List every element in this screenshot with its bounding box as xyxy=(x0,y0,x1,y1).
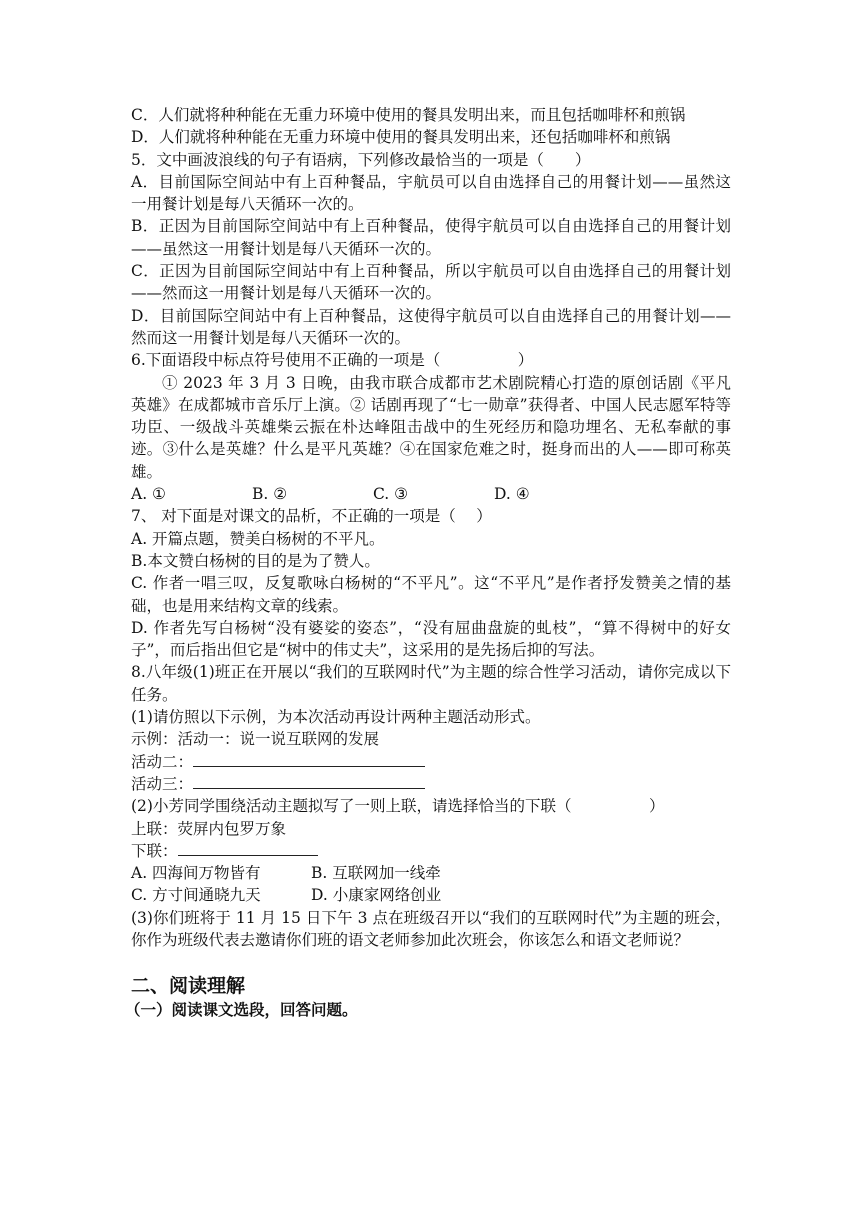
q6-option-b: B. ② xyxy=(252,485,288,504)
q8-option-c: C. 方寸间通晓九天 xyxy=(131,886,261,905)
q7-option-c: C. 作者一唱三叹，反复歌咏白杨树的“不平凡”。这“不平凡”是作者抒发赞美之情的基础，也是用来结构文章的线索。 xyxy=(131,574,731,615)
q8-activity-3 xyxy=(131,773,731,795)
section-gap xyxy=(131,951,731,971)
q8-example: 示例：活动一：说一说互联网的发展 xyxy=(131,730,380,749)
q6-option-d: D. ④ xyxy=(494,485,530,504)
q8-sub2: (2)小芳同学围绕活动主题拟写了一则上联，请选择恰当的下联（ ） xyxy=(131,797,665,816)
q7-option-d: D. 作者先写白杨树“没有婆娑的姿态”，“没有屈曲盘旋的虬枝”，“算不得树中的好女子”，而后指出但它是“树中的伟丈夫”，这采用的是先扬后抑的写法。 xyxy=(131,618,731,660)
q8-lower-couplet-blank xyxy=(178,840,318,856)
q8-activity-3-label: 活动三： xyxy=(131,774,194,793)
section-2-subtitle: （一）阅读课文选段，回答问题。 xyxy=(125,1001,358,1020)
q8-lower-couplet-label: 下联： xyxy=(131,841,178,860)
q8-option-d: D. 小康家网络创业 xyxy=(311,886,442,905)
q5-option-d: D．目前国际空间站中有上百种餐品，这使得宇航员可以自由选择自己的用餐计划——然而这一用餐计划是每八天循环一次的。 xyxy=(131,306,731,347)
q6-options xyxy=(131,483,731,505)
q8-option-b: B. 互联网加一线牵 xyxy=(311,864,441,883)
q5-option-c: C．正因为目前国际空间站中有上百种餐品，所以宇航员可以自由选择自己的用餐计划——然而这一用餐计划是每八天循环一次的。 xyxy=(131,262,731,303)
q5-stem: 5．文中画波浪线的句子有语病，下列修改最恰当的一项是（ ） xyxy=(131,150,591,169)
q6-stem: 6.下面语段中标点符号使用不正确的一项是（ ） xyxy=(131,351,534,370)
document-body xyxy=(125,104,731,1021)
q8-activity-2 xyxy=(131,751,731,773)
q8-options-row-1 xyxy=(131,862,731,884)
q8-stem: 8.八年级(1)班正在开展以“我们的互联网时代”为主题的综合性学习活动，请你完成以下任务。 xyxy=(131,663,731,704)
q8-activity-2-label: 活动二： xyxy=(131,752,194,771)
section-2-title: 二、阅读理解 xyxy=(131,975,246,998)
q4-option-d: D．人们就将种种能在无重力环境中使用的餐具发明出来，还包括咖啡杯和煎锅 xyxy=(131,128,671,147)
q8-upper-couplet: 上联：荧屏内包罗万象 xyxy=(131,819,287,838)
q8-lower-couplet xyxy=(131,840,731,862)
q8-sub3: (3)你们班将于 11 月 15 日下午 3 点在班级召开以“我们的互联网时代”为主题的班会，你作为班级代表去邀请你们班的语文老师参加此次班会，你该怎么和语文老师说？ xyxy=(131,908,731,949)
q8-activity-3-blank xyxy=(193,773,425,789)
q8-sub1: (1)请仿照以下示例，为本次活动再设计两种主题活动形式。 xyxy=(131,708,541,727)
q6-option-c: C. ③ xyxy=(373,485,409,504)
q4-option-c: C．人们就将种种能在无重力环境中使用的餐具发明出来，而且包括咖啡杯和煎锅 xyxy=(131,106,686,124)
q7-stem: 7、 对下面是对课文的品析，不正确的一项是（ ） xyxy=(131,507,492,526)
q8-options-row-2 xyxy=(131,884,731,906)
q6-option-a: A. ① xyxy=(131,485,166,504)
q5-option-b: B．正因为目前国际空间站中有上百种餐品，使得宇航员可以自由选择自己的用餐计划——虽然这一用餐计划是每八天循环一次的。 xyxy=(131,217,731,258)
q7-option-a: A. 开篇点题，赞美白杨树的不平凡。 xyxy=(131,529,385,548)
q8-option-a: A. 四海间万物皆有 xyxy=(131,864,261,883)
q8-activity-2-blank xyxy=(193,751,425,767)
q6-passage: ① 2023 年 3 月 3 日晚，由我市联合成都市艺术剧院精心打造的原创话剧《平凡英雄》在成都城市音乐厅上演。② 话剧再现了“七一勋章”获得者、中国人民志愿军特等功臣、一级战斗英雄柴云振在朴达峰阻击战中的生死经历和隐功埋名、无私奉献的事迹。③什么是英雄？什么是平凡英雄？④在国家危难之时，挺身而出的人——即可称英雄。 xyxy=(131,373,731,481)
q5-option-a: A．目前国际空间站中有上百种餐品，宇航员可以自由选择自己的用餐计划——虽然这一用餐计划是每八天循环一次的。 xyxy=(131,172,731,214)
q7-option-b: B.本文赞白杨树的目的是为了赞人。 xyxy=(131,551,380,570)
